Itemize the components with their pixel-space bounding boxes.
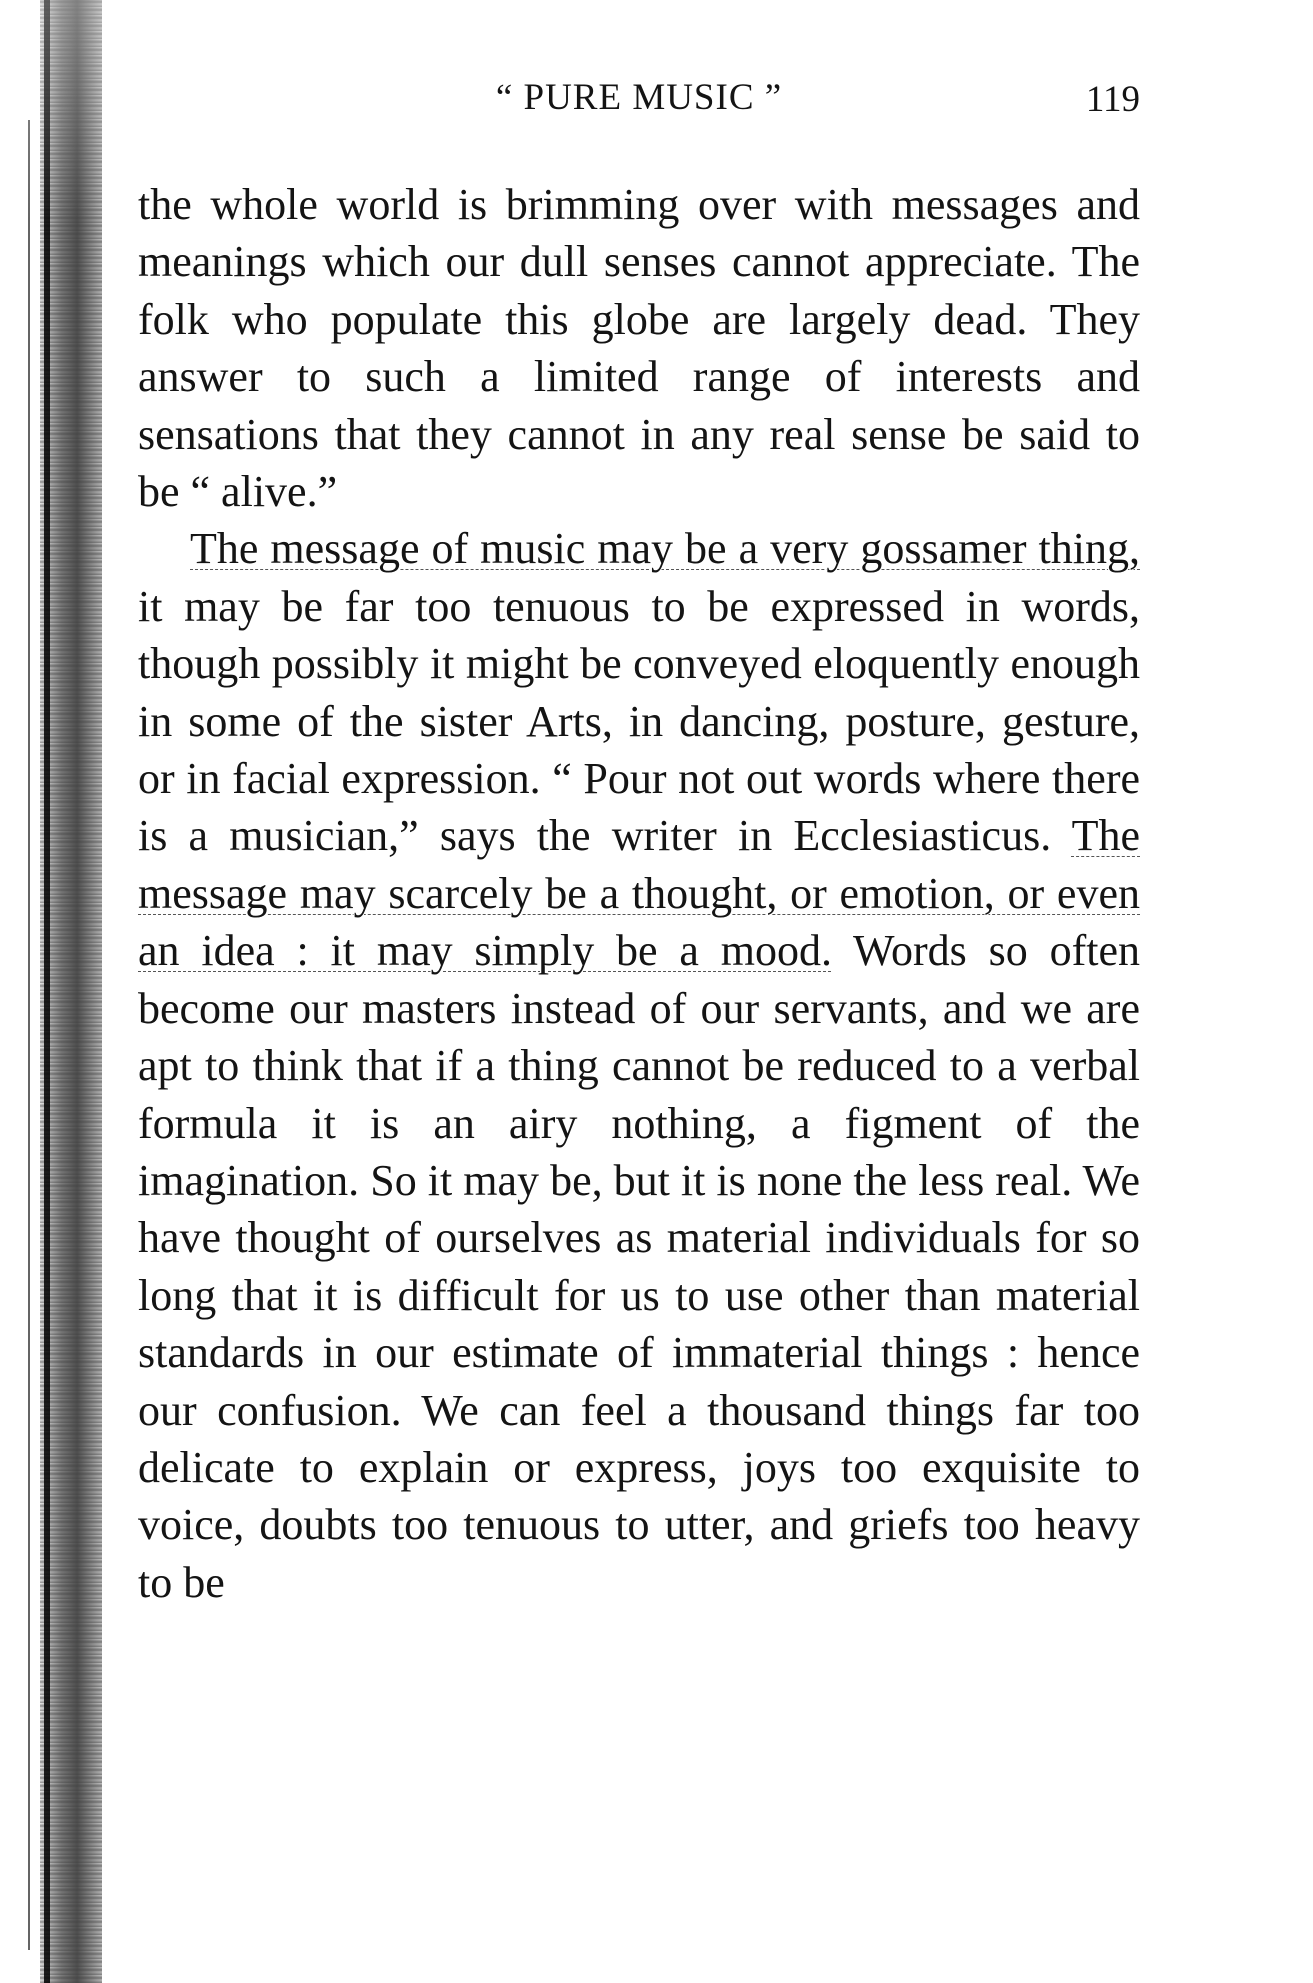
page-body bbox=[138, 176, 1140, 1611]
page-header bbox=[138, 72, 1140, 124]
page-number: 119 bbox=[1085, 79, 1140, 120]
paragraph-2-text-a: it may be far too tenuous to be expressed in words, though possibly it might be conveyed eloquently enough in some of the sister Arts, in dancing, posture, gesture, or in facial expression. “ Pour not out words where there is a musician,” says the writer in Ecclesiasticus. bbox=[138, 581, 1140, 861]
paragraph-1: the whole world is brimming over with messages and meanings which our dull senses cannot appreciate. The folk who populate this globe are largely dead. They answer to such a limited range of interests and sensations that they cannot in any real sense be said to be “ alive.” bbox=[138, 180, 1140, 517]
paragraph-2-text-b: Words so often become our masters instead of our servants, and we are apt to think that if a thing cannot be reduced to a verbal formula it is an airy nothing, a figment of the imagination. So it may be, but it is none the less real. We have thought of ourselves as material individuals for so long that it is difficult for us to use other than material standards in our estimate of immaterial things : hence our confusion. We can feel a thousand things far too delicate to explain or express, joys too exquisite to voice, doubts too tenuous to utter, and griefs too heavy to be bbox=[138, 926, 1140, 1607]
spine-fade bbox=[0, 0, 130, 220]
underlined-passage-2: The message may scarcely be a thought, or emotion, or even an idea : it may simply be a mood. bbox=[138, 811, 1140, 976]
running-head: “ PURE MUSIC ” bbox=[495, 77, 783, 118]
book-spine-shadow bbox=[0, 0, 130, 1983]
spine-edge bbox=[44, 0, 50, 1983]
underlined-passage-1: The message of music may be a very gossamer thing, bbox=[190, 524, 1140, 574]
page-edge-line bbox=[28, 120, 30, 1950]
paragraph-2 bbox=[138, 520, 1140, 1611]
